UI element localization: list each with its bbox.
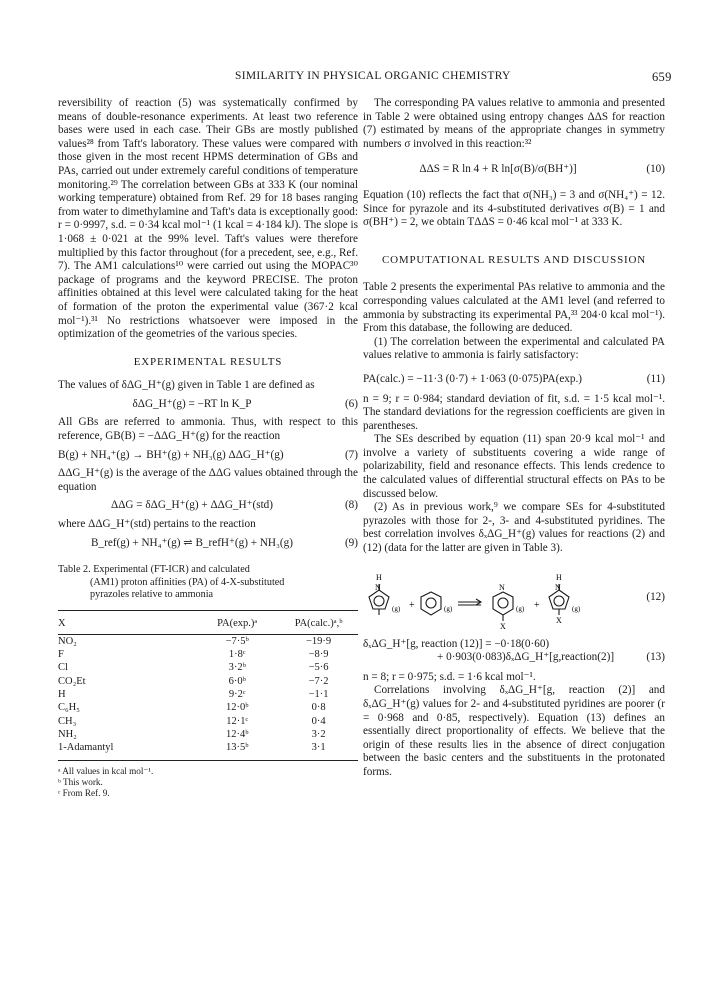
paragraph: where ΔΔG_H⁺(std) pertains to the reaction [58, 518, 256, 531]
table-caption [58, 564, 358, 602]
footnote: ᵃ All values in kcal mol⁻¹. [58, 766, 154, 777]
table-cell: 1-Adamantyl [58, 742, 114, 754]
table-cell: 12·4ᵇ [225, 728, 249, 740]
table-cell: −7·2 [308, 675, 329, 687]
table-cell: 9·2ᶜ [228, 689, 246, 700]
paragraph: (1) The correlation between the experimental and calculated PA values relative to ammonia is fairly satisfactory: [363, 335, 665, 362]
table-row [58, 702, 358, 715]
equation-number: (12) [646, 590, 665, 603]
paragraph: Correlations involving δₓΔG_H⁺[g, reaction (2)] and δₓΔG_H⁺(g) values for 2- and 4-substituted pyridines are poorer (r = 0·968 and 0·85, respectively). Equation (13) defines an essentially direct proportionality of effects. We believe that the origin of these results lies in the absence of direct conjugation between the basic centers and the substituents in the protonated forms. [363, 684, 665, 778]
right-column [363, 97, 665, 780]
paragraph: The SEs described by equation (11) span 20·9 kcal mol⁻¹ and involve a variety of substituents covering a wide range of polarizability, field and resonance effects. This lends credence to the calculated values of differential structural effects on PAs to be discussed below. [363, 433, 665, 500]
equation-body: ΔΔG = δΔG_H⁺(g) + ΔΔG_H⁺(std) [111, 499, 273, 512]
column-header: X [58, 617, 66, 629]
equation-9 [58, 537, 358, 551]
table-cell: 3·2 [311, 728, 326, 740]
table-row [58, 662, 358, 675]
equation-number: (9) [344, 536, 358, 549]
substituent-label: X [500, 621, 506, 630]
state-label: (g) [516, 604, 525, 613]
equation-body: PA(calc.) = −11·3 (0·7) + 1·063 (0·075)PA(exp.) [363, 372, 583, 385]
equation-line [363, 651, 665, 665]
equation-13 [363, 638, 665, 665]
table-cell: CH₃ [58, 715, 77, 727]
table-row [58, 649, 358, 662]
state-label: (g) [392, 604, 401, 613]
table-cell: 1·8ᶜ [228, 649, 246, 661]
table-cell: CO₂Et [58, 675, 86, 687]
table-cell: 12·0ᵇ [225, 702, 249, 714]
pyridine-ring [493, 592, 513, 621]
equation-number: (13) [646, 651, 665, 664]
footnote: ᵇ This work. [58, 777, 103, 788]
table-caption-line: pyrazoles relative to ammonia [90, 589, 214, 601]
table-row [58, 689, 358, 702]
paragraph: Table 2 presents the experimental PAs relative to ammonia and the corresponding values calculated at the AM1 level (and referred to ammonia by substracting its experimental PA,³³ 204·0 kcal mol⁻¹). From this database, the following are deduced. [363, 281, 665, 335]
paragraph: ΔΔG_H⁺(g) is the average of the ΔΔG values obtained through the equation [58, 467, 358, 493]
equation-number: (11) [646, 372, 665, 385]
table-cell: −7·5ᵇ [225, 635, 249, 647]
pyridine-ring [421, 592, 441, 615]
equation-7 [58, 449, 358, 463]
section-heading: EXPERIMENTAL RESULTS [133, 355, 283, 368]
atom-label: H [376, 572, 382, 582]
equation-number: (7) [344, 448, 358, 461]
state-label: (g) [444, 604, 453, 613]
equation-body: + 0·903(0·083)δₓΔG_H⁺[g,reaction(2)] [437, 651, 615, 664]
table-cell: NH₂ [58, 728, 77, 740]
table-cell: F [58, 649, 64, 661]
equation-body: ΔΔS = R ln 4 + R ln[σ(B)/σ(BH⁺)] [419, 163, 577, 176]
paragraph: (2) As in previous work,⁹ we compare SEs for 4-substituted pyrazoles with those for 2-, 3- and 4-substituted pyridines. The best correlation involves δₓΔG_H⁺(g) values for reactions (2) and (12) (data for the latter are given in Table 3). [363, 501, 665, 555]
table-cell: 0·8 [311, 702, 326, 714]
paragraph: The corresponding PA values relative to ammonia and presented in Table 2 were obtained using entropy changes ΔΔS for reaction (7) estimated by means of the appropriate changes in symmetry numbers σ involved in this reaction:³² [363, 97, 665, 150]
paragraph: Equation (10) reflects the fact that σ(NH₃) = 3 and σ(NH₄⁺) = 12. Since for pyrazole and its 4-substituted derivatives σ(B) = 1 and σ(BH⁺) = 2, we obtain TΔΔS = 0·46 kcal mol⁻¹ at 333 K. [363, 188, 665, 229]
table-cell: NO₂ [58, 635, 77, 647]
equation-body: δΔG_H⁺(g) = −RT ln K_P [132, 397, 252, 410]
table-cell: 6·0ᵇ [228, 675, 246, 687]
table-cell: −19·9 [306, 635, 332, 647]
page-number: 659 [652, 70, 672, 84]
paragraph: The values of δΔG_H⁺(g) given in Table 1 are defined as [58, 379, 315, 392]
reaction-scheme-12 [363, 566, 665, 630]
table-row [58, 742, 358, 761]
table-cell: 13·5ᵇ [225, 742, 249, 754]
section-heading: COMPUTATIONAL RESULTS AND DISCUSSION [382, 253, 646, 266]
paragraph: All GBs are referred to ammonia. Thus, with respect to this reference, GB(B) = −ΔΔG_H⁺(g) for the reaction [58, 416, 358, 443]
footnote: ᶜ From Ref. 9. [58, 788, 110, 799]
equation-body: B_ref(g) + NH₄⁺(g) ⇌ B_refH⁺(g) + NH₃(g) [91, 536, 293, 549]
equilibrium-arrow [458, 599, 481, 605]
table-row [58, 715, 358, 728]
plus-sign: + [534, 599, 540, 611]
table-cell: −1·1 [308, 689, 329, 700]
table-cell: −8·9 [308, 649, 329, 661]
running-title: SIMILARITY IN PHYSICAL ORGANIC CHEMISTRY [235, 70, 511, 82]
equation-6 [58, 398, 358, 412]
table-header-row [58, 610, 358, 635]
table-cell: −5·6 [308, 662, 329, 674]
table-cell: 3·1 [311, 742, 326, 754]
table-caption-line: Table 2. Experimental (FT-ICR) and calculated [58, 564, 250, 576]
table-row [58, 675, 358, 688]
paragraph: reversibility of reaction (5) was systematically confirmed by means of double-resonance experiments. At least two reference bases were used in each case. Their GBs are mostly published values²⁸ from Taft's laboratory. These values were compared with those given in the most recent HPMS determination of GBs and PAs, carried out under extremely careful conditions of temperature monitoring.²⁹ The correlation between GBs at 333 K (our nominal working temperature) obtained from Ref. 29 for 18 bases ranging from water to dimethylamine and Taft's data is exceptionally good: r = 0·9997, s.d. = 0·34 kcal mol⁻¹ (1 kcal = 4·184 kJ). The slope is 1·068 ± 0·021 at the 99% level. Taft's values were therefore multiplied by this factor throughout (for a precedent, see, e.g., Ref. 7). The AM1 calculations¹⁰ were carried out using the MOPAC³⁰ package of programs and the keyword PRECISE. The proton affinities obtained at this level were calculated taking for the heat of formation of the proton the experimental value (367·2 kcal mol⁻¹).³¹ No restrictions whatsoever were imposed in the optimization of the geometries of the various species. [58, 97, 358, 341]
equation-number: (8) [344, 499, 358, 512]
reaction-12-structures [363, 566, 625, 630]
table-caption-line: (AM1) proton affinities (PA) of 4-X-substituted [90, 576, 285, 588]
left-column [58, 97, 358, 799]
paragraph: n = 9; r = 0·984; standard deviation of fit, s.d. = 1·5 kcal mol⁻¹. The standard deviations for the regression coefficients are given in parentheses. [363, 392, 665, 432]
table-footnotes [58, 766, 358, 799]
atom-label: N [499, 582, 505, 592]
plus-sign: + [409, 599, 415, 611]
paragraph: n = 8; r = 0·975; s.d. = 1·6 kcal mol⁻¹. [363, 670, 536, 683]
table-cell: 0·4 [311, 715, 326, 727]
substituent-label: X [556, 615, 562, 625]
table-cell: H [58, 689, 66, 700]
equation-body: B(g) + NH₄⁺(g) → BH⁺(g) + NH₃(g) ΔΔG_H⁺(g) [58, 448, 284, 461]
atom-label: H [556, 572, 562, 582]
table-cell: C₆H₅ [58, 702, 80, 714]
equation-10 [363, 163, 665, 177]
equation-body: δₓΔG_H⁺[g, reaction (12)] = −0·18(0·60) [363, 637, 550, 650]
atom-label: N [375, 582, 381, 592]
table-row [58, 728, 358, 741]
pa-table [58, 610, 358, 762]
table-cell: Cl [58, 662, 68, 674]
column-header: PA(exp.)ᵃ [217, 617, 258, 629]
table-row [58, 635, 358, 649]
atom-label: N [555, 582, 561, 592]
column-header: PA(calc.)ᵃ,ᵇ [294, 617, 343, 629]
equation-8 [58, 499, 358, 513]
table-cell: 12·1ᶜ [226, 715, 249, 727]
state-label: (g) [572, 604, 581, 613]
equation-number: (6) [344, 397, 358, 410]
table-cell: 3·2ᵇ [228, 662, 246, 674]
equation-11 [363, 373, 665, 387]
equation-number: (10) [646, 163, 665, 176]
